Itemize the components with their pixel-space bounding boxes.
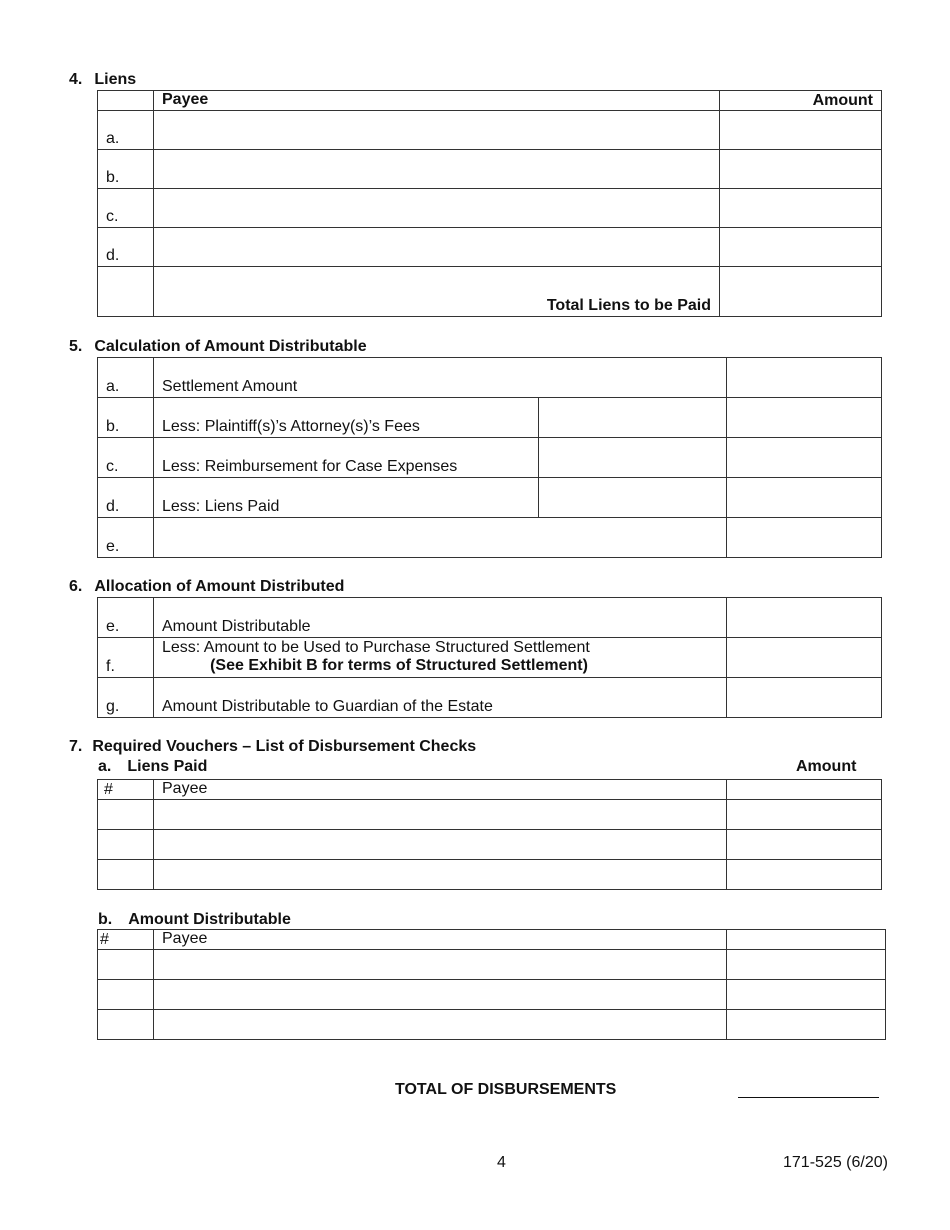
- amount-distributable-title: Amount Distributable: [128, 911, 291, 928]
- row-letter: f.: [98, 638, 154, 678]
- table-row: [98, 518, 882, 558]
- total-disbursements-field[interactable]: [738, 1097, 879, 1098]
- payee-column-header: Payee: [154, 930, 727, 950]
- table-row: [98, 228, 882, 267]
- liens-paid-title: Liens Paid: [127, 758, 208, 775]
- number-column-header: #: [98, 930, 154, 950]
- table-row: [98, 950, 886, 980]
- amount-field[interactable]: [727, 950, 886, 980]
- section-7b-heading: b. Amount Distributable: [98, 911, 291, 928]
- payee-field[interactable]: [154, 860, 727, 890]
- table-row: [98, 438, 882, 478]
- amount-field[interactable]: [727, 1010, 886, 1040]
- payee-field[interactable]: [154, 1010, 727, 1040]
- row-letter: e.: [98, 518, 154, 558]
- row-letter: g.: [98, 678, 154, 718]
- section-4-heading: 4. Liens: [69, 71, 137, 88]
- row-letter: a.: [98, 358, 154, 398]
- table-row: [98, 1010, 886, 1040]
- structured-settlement-field[interactable]: [727, 638, 882, 678]
- table-row: [98, 638, 882, 678]
- case-expenses-field[interactable]: [539, 438, 727, 478]
- settlement-amount-field[interactable]: [727, 358, 882, 398]
- amount-distributable-alloc-field[interactable]: [727, 598, 882, 638]
- liens-table: [97, 90, 882, 317]
- structured-settlement-label: Less: Amount to be Used to Purchase Structured Settlement (See Exhibit B for terms of Structured Settlement): [154, 638, 727, 678]
- structured-settlement-note: (See Exhibit B for terms of Structured Settlement): [210, 657, 588, 674]
- check-number-field[interactable]: [98, 950, 154, 980]
- table-row: [98, 478, 882, 518]
- payee-field[interactable]: [154, 980, 727, 1010]
- amount-field[interactable]: [720, 189, 882, 228]
- table-row: [98, 150, 882, 189]
- case-expenses-label: Less: Reimbursement for Case Expenses: [154, 438, 539, 478]
- row-e-label: [154, 518, 727, 558]
- amount-field[interactable]: [727, 800, 882, 830]
- check-number-field[interactable]: [98, 1010, 154, 1040]
- payee-field[interactable]: [154, 830, 727, 860]
- amount-field[interactable]: [727, 980, 886, 1010]
- check-number-field[interactable]: [98, 800, 154, 830]
- total-disbursements-label: TOTAL OF DISBURSEMENTS: [395, 1081, 617, 1098]
- attorney-fees-total-field[interactable]: [727, 398, 882, 438]
- section-6-heading: 6. Allocation of Amount Distributed: [69, 578, 345, 595]
- row-letter: a.: [98, 111, 154, 150]
- case-expenses-total-field[interactable]: [727, 438, 882, 478]
- vouchers-amount-header: Amount: [796, 758, 857, 775]
- amount-field[interactable]: [727, 860, 882, 890]
- amount-field[interactable]: [727, 830, 882, 860]
- calculation-table: [97, 357, 882, 558]
- payee-field[interactable]: [154, 189, 720, 228]
- attorney-fees-label: Less: Plaintiff(s)’s Attorney(s)’s Fees: [154, 398, 539, 438]
- payee-field[interactable]: [154, 800, 727, 830]
- number-column-header: #: [98, 780, 154, 800]
- section-7a-heading: a. Liens Paid: [98, 758, 208, 775]
- payee-field[interactable]: [154, 228, 720, 267]
- row-letter: d.: [98, 228, 154, 267]
- payee-column-header: Payee: [154, 780, 727, 800]
- attorney-fees-field[interactable]: [539, 398, 727, 438]
- section-7-heading: 7. Required Vouchers – List of Disbursement Checks: [69, 738, 477, 755]
- table-row: [98, 267, 882, 317]
- check-number-field[interactable]: [98, 980, 154, 1010]
- table-row: [98, 189, 882, 228]
- section-4-title: Liens: [94, 71, 137, 88]
- table-row: [98, 598, 882, 638]
- payee-field[interactable]: [154, 111, 720, 150]
- row-letter: b.: [98, 150, 154, 189]
- total-liens-amount-field[interactable]: [720, 267, 882, 317]
- row-letter: c.: [98, 189, 154, 228]
- total-liens-label: Total Liens to be Paid: [154, 267, 720, 317]
- amount-field[interactable]: [720, 150, 882, 189]
- section-6-title: Allocation of Amount Distributed: [94, 578, 345, 595]
- liens-payee-header: Payee: [154, 91, 720, 111]
- section-7-title: Required Vouchers – List of Disbursement Checks: [92, 738, 477, 755]
- amount-field[interactable]: [720, 228, 882, 267]
- row-letter: c.: [98, 438, 154, 478]
- allocation-table: [97, 597, 882, 718]
- table-row: [98, 860, 882, 890]
- table-row: [98, 358, 882, 398]
- check-number-field[interactable]: [98, 860, 154, 890]
- table-row: [98, 111, 882, 150]
- table-row: [98, 980, 886, 1010]
- row-letter: d.: [98, 478, 154, 518]
- settlement-amount-label: Settlement Amount: [154, 358, 727, 398]
- section-5-title: Calculation of Amount Distributable: [94, 338, 367, 355]
- row-letter: e.: [98, 598, 154, 638]
- row-letter: b.: [98, 398, 154, 438]
- guardian-amount-field[interactable]: [727, 678, 882, 718]
- page-number: 4: [497, 1154, 506, 1171]
- amount-distributable-field[interactable]: [727, 518, 882, 558]
- liens-paid-vouchers-table: [97, 779, 882, 890]
- check-number-field[interactable]: [98, 830, 154, 860]
- section-5-heading: 5. Calculation of Amount Distributable: [69, 338, 367, 355]
- table-row: [98, 800, 882, 830]
- payee-field[interactable]: [154, 150, 720, 189]
- liens-amount-header: Amount: [720, 91, 882, 111]
- payee-field[interactable]: [154, 950, 727, 980]
- liens-paid-total-field[interactable]: [727, 478, 882, 518]
- amount-field[interactable]: [720, 111, 882, 150]
- liens-paid-field[interactable]: [539, 478, 727, 518]
- table-row: [98, 398, 882, 438]
- liens-paid-label: Less: Liens Paid: [154, 478, 539, 518]
- amount-distributable-label: Amount Distributable: [154, 598, 727, 638]
- form-id: 171-525 (6/20): [783, 1154, 888, 1171]
- guardian-amount-label: Amount Distributable to Guardian of the Estate: [154, 678, 727, 718]
- table-row: [98, 678, 882, 718]
- table-row: [98, 830, 882, 860]
- amount-distributable-vouchers-table: [97, 929, 886, 1040]
